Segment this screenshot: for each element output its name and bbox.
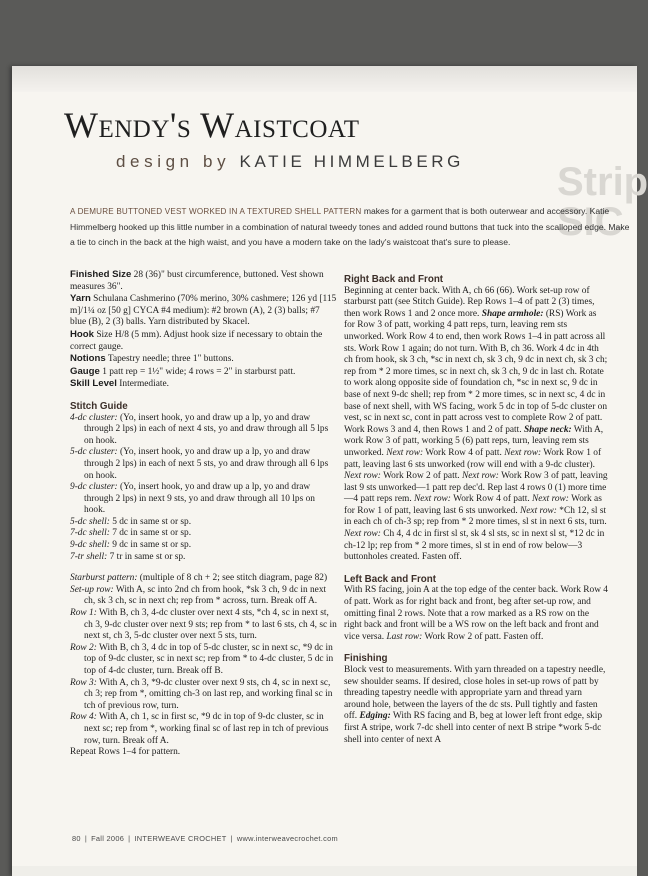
pattern-row (70, 585, 337, 608)
row-text: With A, sc into 2nd ch from hook, *sk 3 ch, 9 dc in next ch, sk 3 ch, sc in next ch; rep from * across, turn. Break off A. (84, 584, 327, 607)
issue-label: Fall 2006 (91, 834, 125, 843)
spec-key: Notions (70, 353, 106, 365)
text-segment: Next row: (504, 447, 542, 458)
text-segment: Work Row 1 of patt, leaving last 6 sts unworked (row will end with a 9-dc cluster). (344, 447, 602, 470)
left-column (70, 269, 337, 759)
left-back-text (344, 585, 608, 643)
row-text: With A, ch 1, sc in first sc, *9 dc in top of 9-dc cluster, sc in next sc; rep from *, working final sc of last rep in tch of previous row, turn. Break off A. (84, 712, 329, 746)
stitch-definition (70, 552, 337, 564)
right-back-text (344, 286, 608, 564)
stitch-text: 7 dc in same st or sp. (109, 528, 192, 539)
stitch-text: 9 dc in same st or sp. (109, 540, 192, 551)
stitch-term: 9-dc cluster: (70, 482, 118, 493)
spec-line (70, 378, 337, 391)
stitch-definition (70, 447, 337, 482)
pattern-title: Wendy's Waistcoat (64, 105, 360, 145)
spec-key: Finished Size (70, 269, 132, 280)
text-segment: Work as for Row 1 of patt, leaving last 6 sts unworked. (344, 494, 602, 516)
design-by-label: design by (116, 152, 231, 171)
stitch-term: 5-dc cluster: (70, 447, 118, 458)
starburst-rows (70, 585, 337, 747)
stitch-guide-list (70, 413, 337, 564)
page-bottom-edge (12, 866, 637, 876)
spec-key: Gauge (70, 365, 100, 377)
row-term: Row 1: (70, 608, 97, 619)
spec-line (70, 353, 337, 366)
stitch-term: 4-dc cluster: (70, 412, 118, 423)
pattern-specs (70, 269, 337, 391)
text-segment: Edging: (359, 711, 391, 722)
stitch-text: (Yo, insert hook, yo and draw up a lp, yo and draw through 2 lps) in next 9 sts, yo and draw through all 10 lps on hook. (84, 482, 315, 516)
right-back-heading: Right Back and Front (344, 274, 444, 285)
stitch-text: (Yo, insert hook, yo and draw up a lp, yo and draw through 2 lps) in each of next 4 sts, yo and draw through all 5 lps on hook. (84, 412, 329, 446)
spec-key: Yarn (70, 293, 91, 305)
spec-value: Size H/8 (5 mm). Adjust hook size if necessary to obtain the correct gauge. (70, 329, 323, 352)
text-segment: Next row: (414, 494, 451, 505)
text-segment: Next row: (520, 505, 557, 516)
text-segment: Last row: (386, 631, 423, 642)
text-segment: With RS facing and B, beg at lower left front edge, skip first A stripe, work 7-dc shell into center of next B stripe *work 5-dc shell into center of next A (344, 711, 603, 745)
row-text: With B, ch 3, 4-dc cluster over next 4 sts, *ch 4, sc in next st, ch 3, 9-dc cluster over next 9 sts; rep from * to last 6 sts, ch 4, sc in next st, ch 3, 5-dc cluster over next 5 sts, turn. (84, 608, 337, 642)
spec-line (70, 293, 337, 329)
pattern-row (70, 643, 337, 678)
row-text: With A, ch 3, *9-dc cluster over next 9 sts, ch 4, sc in next sc, ch 3; rep from *, omitting ch-3 on last rep, and working final sc in tch of previous row, turn. (84, 677, 333, 711)
text-segment: Work Row 4 of patt. (450, 494, 533, 505)
page-footer: 80 | Fall 2006 | INTERWEAVE CROCHET | www.interweavecrochet.com (72, 834, 338, 843)
starburst-intro (70, 573, 337, 585)
stitch-term: 5-dc shell: (70, 516, 110, 527)
spec-value: Tapestry needle; three 1" buttons. (105, 354, 234, 365)
row-term: Set-up row: (70, 584, 114, 595)
spec-line (70, 269, 337, 293)
stitch-text: 5 dc in same st or sp. (109, 516, 192, 527)
pattern-row (70, 608, 337, 643)
spec-line (70, 329, 337, 353)
row-text: With B, ch 3, 4 dc in top of 5-dc cluster, sc in next sc, *9 dc in top of 9-dc cluster, sc in next sc; rep from * to 4-dc cluster, 5 dc in top of 4-dc cluster, turn. Break off B. (84, 642, 334, 676)
text-segment: Work Row 2 of patt. (380, 471, 462, 482)
magazine-url: www.interweavecrochet.com (236, 834, 338, 843)
text-segment: Work Row 2 of patt. Fasten off. (422, 631, 544, 642)
row-term: Row 3: (70, 677, 97, 688)
text-segment: Work Row 3 of patt, leaving last 9 sts unworked—1 patt rep dec'd. Rep last 4 rows 0 (1) more time—4 patt reps rem. (344, 471, 608, 505)
text-segment: *Ch 12, sl st in each ch of ch-3 sp; rep from * 2 more times, sl st in next 6 sts, turn. (344, 505, 607, 528)
stitch-guide-heading: Stitch Guide (70, 400, 128, 412)
stitch-term: 9-dc shell: (70, 540, 110, 551)
text-segment: With A, work Row 3 of patt, working 5 (6) patt reps, turn, leaving rem sts unworked. (344, 424, 604, 458)
text-segment: Work Row 4 of patt. (423, 447, 505, 458)
magazine-page (12, 66, 648, 876)
starburst-repeat: Repeat Rows 1–4 for pattern. (70, 747, 181, 758)
stitch-text: 7 tr in same st or sp. (107, 551, 186, 562)
left-back-heading: Left Back and Front (344, 573, 436, 585)
row-term: Row 2: (70, 642, 97, 653)
finishing-text (344, 665, 608, 746)
spec-line (70, 366, 337, 379)
stitch-definition (70, 540, 337, 552)
magazine-name: INTERWEAVE CROCHET (134, 834, 227, 843)
text-segment: Ch 4, 4 dc in first sl st, sk 4 sl sts, sc in next sl st, *12 dc in ch-12 lp; rep from * 2 more times, sl st in end of row below—3 buttonholes created. Fasten off. (344, 529, 605, 563)
text-segment: Block vest to measurements. With yarn threaded on a tapestry needle, sew shoulder seams. If desired, close holes in set-up rows of patt by threading tapestry needle with appropriate yarn and thread yarn around hole, between the layers of the dc sts. Pull tightly and fasten off. (344, 665, 606, 722)
designer-line (116, 152, 464, 172)
text-segment: Next row: (344, 471, 381, 482)
stitch-definition (70, 413, 337, 448)
bleed-through-text: Strip SIC (557, 160, 648, 244)
text-segment: Shape armhole: (481, 308, 544, 319)
text-segment: Next row: (386, 447, 424, 458)
text-segment: Next row: (462, 471, 499, 482)
spec-value: 28 (36)" bust circumference, buttoned. Vest shown measures 36". (70, 270, 324, 292)
text-segment: Next row: (532, 494, 569, 505)
text-segment: Shape neck: (523, 424, 572, 435)
designer-name: KATIE HIMMELBERG (239, 152, 464, 171)
text-segment: Beginning at center back. With A, ch 66 (66). Work set-up row of starburst patt (see Stitch Guide). Rep Rows 1–4 of patt 2 (3) times, then work Rows 1 and 2 once more. (344, 285, 595, 319)
row-term: Row 4: (70, 712, 97, 723)
intro-lead: A DEMURE BUTTONED VEST WORKED IN A TEXTURED SHELL PATTERN (70, 207, 362, 216)
stitch-definition (70, 482, 337, 517)
stitch-definition (70, 528, 337, 540)
intro-paragraph (70, 204, 634, 251)
intro-body: makes for a garment that is both outerwear and accessory. Katie Himmelberg hooked up this little number in a combination of natural tweedy tones and added round buttons that tuck into the scalloped edge. Make a tie to cinch in the back at the high waist, and you have a modern take on the lady's waistcoat that's sure to please. (70, 206, 630, 247)
finishing-heading: Finishing (344, 653, 388, 665)
text-segment: With RS facing, join A at the top edge of the center back. Work Row 4 of patt. Work as for right back and front, beg after set-up row, and omitting final 2 rows. Note that a row marked as a RS row on the right back and front will be a WS row on the left back and front and vice versa. (344, 585, 608, 642)
stitch-text: (Yo, insert hook, yo and draw up a lp, yo and draw through 2 lps) in each of next 5 sts, yo and draw through all 6 lps on hook. (84, 447, 329, 481)
right-column (344, 274, 608, 746)
spec-value: 1 patt rep = 1½" wide; 4 rows = 2" in starburst patt. (99, 366, 296, 377)
text-segment: (RS) Work as for Row 3 of patt, working 4 patt reps, turn, leaving rem sts unworked. Work Row 4 to end, then work Rows 1–4 in patt across all sts. Work Row 1 again; do not turn. With B, ch 36. Work 4 dc in 4th ch from hook, sk 3 ch, *sc in next ch, sk 3 ch, 9 dc in next ch, sk 3 ch; rep from * 2 more times, sc in next ch, sk 3 ch, 9 dc in last ch. Rotate to work along opposite side of foundation ch, *sc in next sc, 9 dc in base of next 9-dc shell; rep from * 2 more times, sc in next sc, 4 dc in base of next shell, with WS facing, work 5 dc in top of 5-dc cluster on vest, sc in next sc, cont in patt across vest to complete Row 2 of patt. Work Rows 3 and 4, then Rows 1 and 2 of patt. (344, 308, 608, 435)
spec-value: Schulana Cashmerino (70% merino, 30% cashmere; 126 yd [115 m]/1¼ oz [50 g] CYCA #4 medium): #2 brown (A), 2 (3) balls; #7 blue (B), 2 (3) balls. Yarn distributed by Skacel. (70, 294, 337, 328)
page-top-shadow (12, 66, 637, 92)
spec-key: Hook (70, 328, 94, 340)
starburst-term: Starburst pattern: (70, 573, 138, 584)
stitch-term: 7-dc shell: (70, 528, 110, 539)
spec-key: Skill Level (70, 378, 117, 390)
text-segment: Next row: (344, 529, 381, 540)
starburst-intro-text: (multiple of 8 ch + 2; see stitch diagram, page 82) (137, 573, 328, 584)
stitch-term: 7-tr shell: (70, 551, 108, 562)
spec-value: Intermediate. (116, 379, 169, 390)
page-number: 80 (72, 834, 81, 843)
pattern-row (70, 678, 337, 713)
stitch-definition (70, 517, 337, 529)
pattern-row (70, 712, 337, 747)
